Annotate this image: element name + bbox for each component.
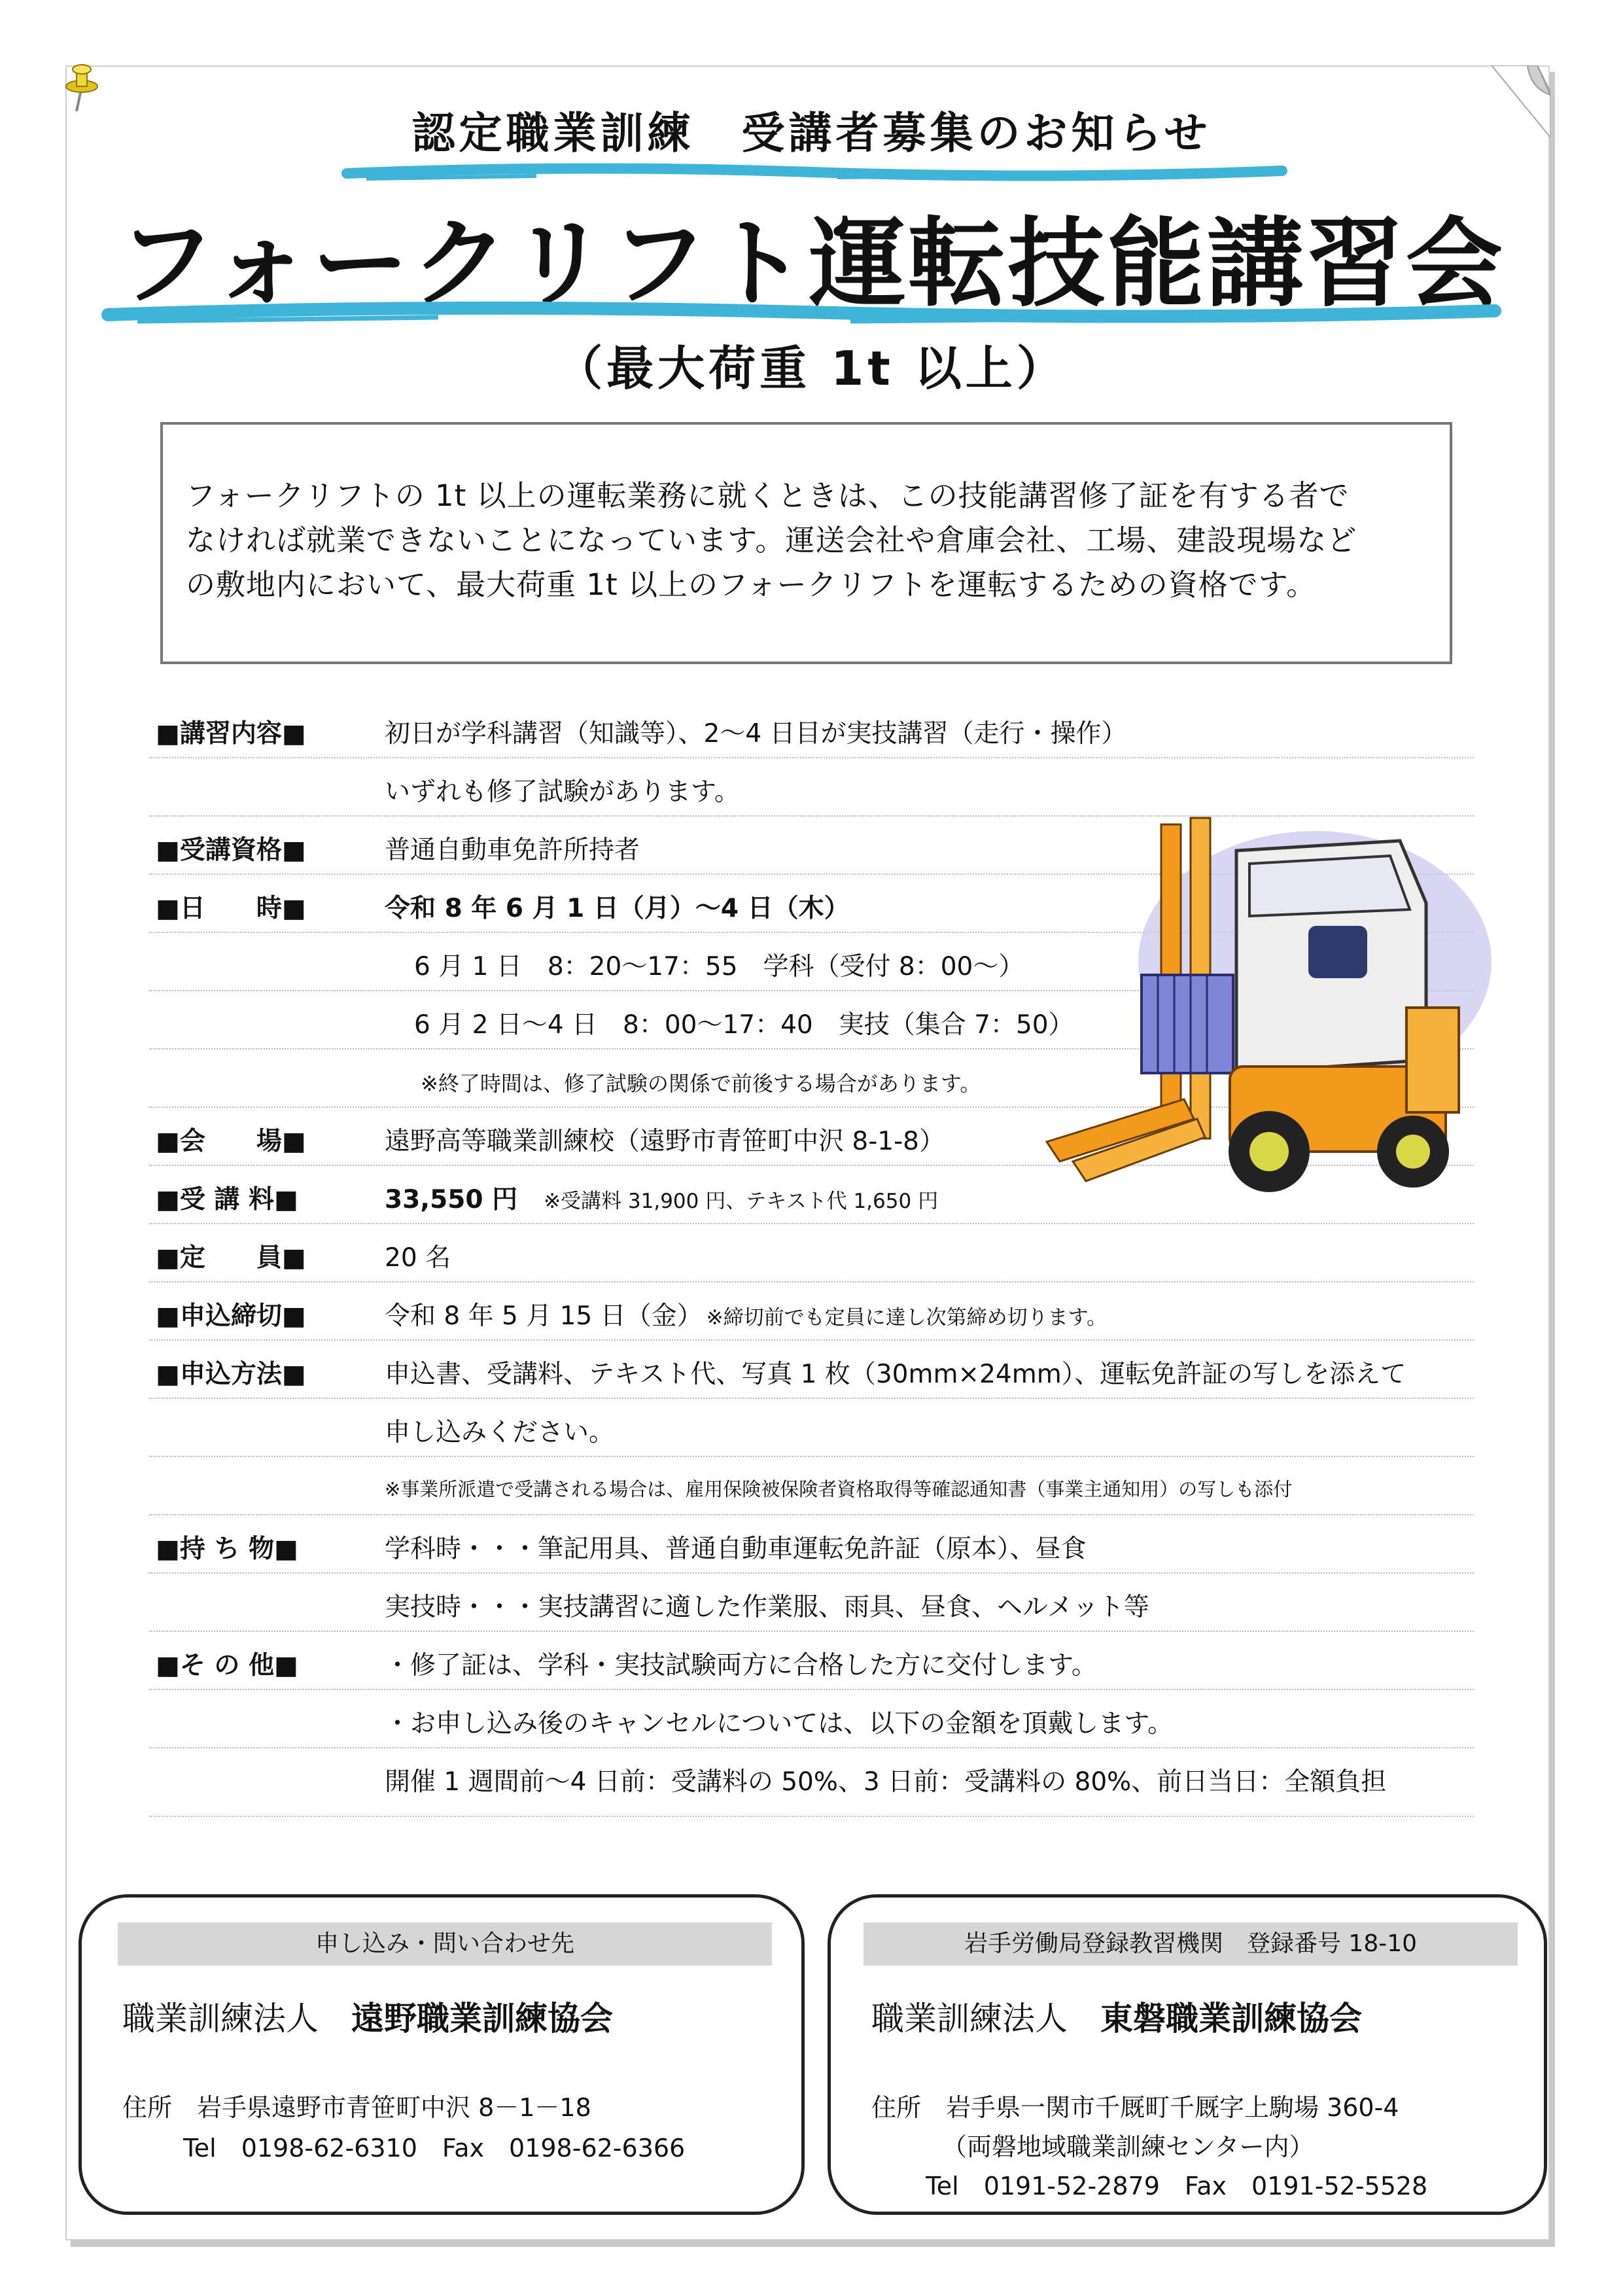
detail-row-other-2 — [149, 1690, 1474, 1748]
detail-value: 学科時・・・筆記用具、普通自動車運転免許証（原本）、昼食 — [385, 1534, 1087, 1564]
detail-row-items-2 — [149, 1574, 1474, 1632]
org-name — [871, 1992, 1362, 2040]
detail-note: ※事業所派遣で受講される場合は、雇用保険被保険者資格取得等確認通知書（事業主通知用）の写しも添付 — [385, 1478, 1293, 1500]
detail-value: ・修了証は、学科・実技試験両方に合格した方に交付します。 — [385, 1651, 1097, 1680]
org-prefix: 職業訓練法人 — [871, 2000, 1068, 2038]
detail-value: 6 月 2 日～4 日 8：00～17：40 実技（集合 7：50） — [414, 1010, 1074, 1040]
detail-label: ■申込方法■ — [156, 1360, 306, 1389]
detail-value: 20 名 — [385, 1243, 451, 1273]
detail-row-capacity — [149, 1224, 1474, 1282]
detail-value: 申込書、受講料、テキスト代、写真 1 枚（30mm×24mm）、運転免許証の写しを添えて — [385, 1360, 1406, 1389]
detail-label: ■持 ち 物■ — [156, 1534, 298, 1564]
detail-value: 遠野高等職業訓練校（遠野市青笹町中沢 8-1-8） — [385, 1127, 945, 1156]
contact-heading: 申し込み・問い合わせ先 — [118, 1922, 772, 1966]
deadline-note: ※締切前でも定員に達し次第締め切ります。 — [706, 1306, 1108, 1330]
detail-row-other-3 — [149, 1748, 1474, 1817]
detail-note: ※終了時間は、修了試験の関係で前後する場合があります。 — [421, 1071, 981, 1096]
detail-label: ■会 場■ — [156, 1127, 306, 1156]
phone-text: Tel 0198-62-6310 Fax 0198-62-6366 — [183, 2134, 686, 2163]
fee-note: ※受講料 31,900 円、テキスト代 1,650 円 — [544, 1190, 939, 1213]
contact-box-left — [79, 1894, 805, 2215]
detail-value: 申し込みください。 — [385, 1418, 615, 1447]
detail-value: 実技時・・・実技講習に適した作業服、雨具、昼食、ヘルメット等 — [385, 1593, 1149, 1622]
detail-row-method-note — [149, 1457, 1474, 1515]
brush-underline-main — [98, 298, 1505, 330]
intro-line: の敷地内において、最大荷重 1t 以上のフォークリフトを運転するための資格です。 — [186, 567, 1317, 602]
detail-value: 令和 8 年 6 月 1 日（月）～4 日（木） — [385, 894, 850, 923]
detail-value: 開催 1 週間前～4 日前：受講料の 50%、3 日前：受講料の 80%、前日当日：全額負担 — [385, 1767, 1387, 1797]
org-name-bold: 遠野職業訓練協会 — [351, 2000, 613, 2038]
detail-row-items — [149, 1515, 1474, 1574]
detail-row-content — [149, 700, 1474, 758]
intro-line: フォークリフトの 1t 以上の運転業務に就くときは、この技能講習修了証を有する者で — [186, 478, 1350, 513]
detail-label: ■定 員■ — [156, 1243, 306, 1273]
detail-value: いずれも修了試験があります。 — [385, 777, 740, 807]
fee-value: 33,550 円 — [385, 1185, 518, 1214]
org-prefix: 職業訓練法人 — [122, 2000, 319, 2038]
detail-label: ■申込締切■ — [156, 1301, 306, 1331]
detail-label: ■受 講 料■ — [156, 1185, 298, 1214]
address-text: 住所 岩手県一関市千厩町千厩字上駒場 360-4 — [871, 2093, 1399, 2122]
detail-row-content-2 — [149, 758, 1474, 817]
org-name — [122, 1992, 613, 2040]
contact-box-right — [828, 1894, 1547, 2215]
address-text: 住所 岩手県遠野市青笹町中沢 8－1－18 — [122, 2093, 591, 2122]
detail-value: ・お申し込み後のキャンセルについては、以下の金額を頂戴します。 — [385, 1709, 1174, 1739]
main-title: フォークリフト運転技能講習会 — [118, 207, 1505, 320]
detail-value: 普通自動車免許所持者 — [385, 836, 640, 865]
detail-row-other — [149, 1632, 1474, 1690]
detail-label: ■そ の 他■ — [156, 1651, 298, 1680]
detail-row-method — [149, 1341, 1474, 1399]
brush-underline-top — [340, 160, 1289, 186]
registration-heading: 岩手労働局登録教習機関 登録番号 18-10 — [864, 1922, 1518, 1966]
intro-box — [160, 422, 1452, 664]
detail-value: 初日が学科講習（知識等）、2～4 日目が実技講習（走行・操作） — [385, 719, 1127, 749]
deadline-value: 令和 8 年 5 月 15 日（金） — [385, 1301, 703, 1331]
announcement-title: 認定職業訓練 受講者募集のお知らせ — [411, 108, 1212, 158]
detail-value: 6 月 1 日 8：20～17：55 学科（受付 8：00～） — [414, 952, 1024, 981]
sub-address-text: （両磐地域職業訓練センター内） — [942, 2132, 1314, 2161]
org-name-bold: 東磐職業訓練協会 — [1100, 2000, 1362, 2038]
phone-text: Tel 0191-52-2879 Fax 0191-52-5528 — [926, 2172, 1428, 2200]
detail-row-deadline — [149, 1282, 1474, 1341]
intro-line: なければ就業できないことになっています。運送会社や倉庫会社、工場、建設現場など — [186, 523, 1357, 557]
sub-title: （最大荷重 1t 以上） — [555, 341, 1068, 396]
forklift-illustration-icon — [1034, 811, 1492, 1217]
detail-label: ■講習内容■ — [156, 719, 306, 749]
detail-row-method-2 — [149, 1399, 1474, 1457]
detail-label: ■受講資格■ — [156, 836, 306, 865]
detail-label: ■日 時■ — [156, 894, 306, 923]
